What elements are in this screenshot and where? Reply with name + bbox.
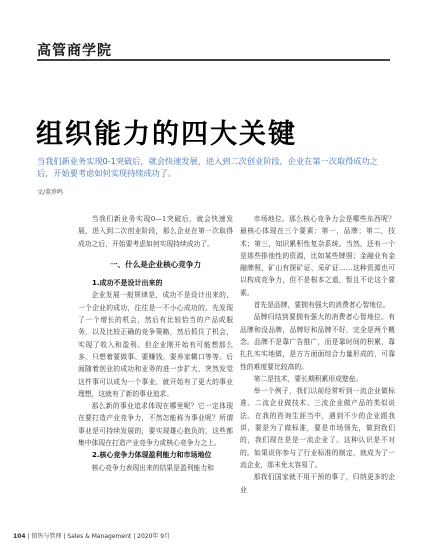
body-paragraph: 市场地位。那么核心竞争力会是哪些东西呢？最核心体现在三个要素：第一，品牌；第二，技术；第三，知识累积性复杂系统。当然，还有一个是那些排他性的资源，比如某些牌照；金融业有金融牌照，矿山有探矿证、采矿证……这种资源也可以构成竞争力，但不是根本之道，暂且不论这个要素。 <box>240 215 395 297</box>
body-paragraph: 品牌归结到要拥有强大的消费者心智地位。有品牌和没品牌，品牌好和品牌不好，完全是两个概念。品牌不是靠广告推广，而是靠时间的积累，靠扎扎实实地做，是方方面面综合力量形成的，可靠性的难度要比较高的。 <box>240 313 395 371</box>
body-paragraph: 那么新的事业追求体现在哪里呢？它一定体现在要打造产业竞争力，不然怎能称为事业呢？所谓事业是可持续发展的，要实现雄心抱负的，这些都集中体现在打造产业竞争力或核心竞争力之上。 <box>78 402 233 448</box>
section-header: 高管商学院 <box>37 43 112 59</box>
page-number: 104 <box>13 533 26 540</box>
body-paragraph: 核心竞争力表现出来的结果是盈利能力和 <box>91 463 214 472</box>
author-byline: 文/董珍鸣 <box>37 189 64 196</box>
footer-separator: | <box>63 533 68 540</box>
right-column <box>240 213 395 496</box>
left-column <box>78 213 233 474</box>
magazine-name: 销售与管理 <box>31 533 62 540</box>
body-paragraph: 首先是品牌，要拥有强大的消费者心智地位。 <box>253 301 390 310</box>
subsection-heading: 1.成功不是设计出来的 <box>92 279 163 288</box>
body-paragraph: 举一个例子，我们以前经常听到一流企业做标准、二流企业做技术、三流企业做产品的类似说法。在我的咨询生涯当中，遇到不少的企业跟我讲，要是为了做标准，要是市场领先，做到我们的，我们现在是是一流企业了。这种认识是不对的。如果说你参与了行业标准的制定，就成为了一流企业，那未免太容易了。 <box>240 387 395 469</box>
article-lede: 当我们新业务实现0-1突破后，就会快速发展，进入到二次创业阶段，企业在第一次取得成功之后，开始要考虑如何实现持续成功了。 <box>37 156 378 178</box>
header-divider <box>37 59 390 61</box>
subsection-heading: 2.核心竞争力体现盈利能力和市场地位 <box>92 451 212 460</box>
issue-date: 2020年 9月 <box>137 533 171 540</box>
page-footer <box>13 531 170 540</box>
intro-paragraph: 当我们新业务实现0—1突破后，就会快速发展，进入到二次创业阶段，那么企业在第一次取得成功之后，开始要考虑如何实现持续成功了。 <box>78 215 233 248</box>
article-headline: 组织能力的四大关键 <box>36 119 297 150</box>
section-heading: 一、什么是企业核心竞争力 <box>109 259 202 269</box>
footer-separator: | <box>133 533 138 540</box>
body-paragraph: 企业发展一般规律是，成功不是设计出来的，一个企业的成功，往往是一不小心成功的。先发现了一个增长的机会，然后有比较恰当的产品或服务，以及比较正确的竞争策略，然后抓住了机会，实现了收入和盈利。但企业刚开始有可能想那么多，只想着要做事、要赚钱、要养家糊口等等。后面随着创业的成功和业务的进一步扩大，突然发觉这件事可以成为一个事业，就开始有了更大的事业理想，这就有了新的事业追求。 <box>78 291 233 398</box>
body-paragraph: 第二是技术，要长期积累形成壁垒。 <box>253 374 363 383</box>
footer-separator: | <box>27 533 32 540</box>
body-paragraph: 那我们国家就不用干预的事了，归纳更多的企业 <box>240 473 395 494</box>
magazine-english-name: Sales & Management <box>67 533 132 540</box>
